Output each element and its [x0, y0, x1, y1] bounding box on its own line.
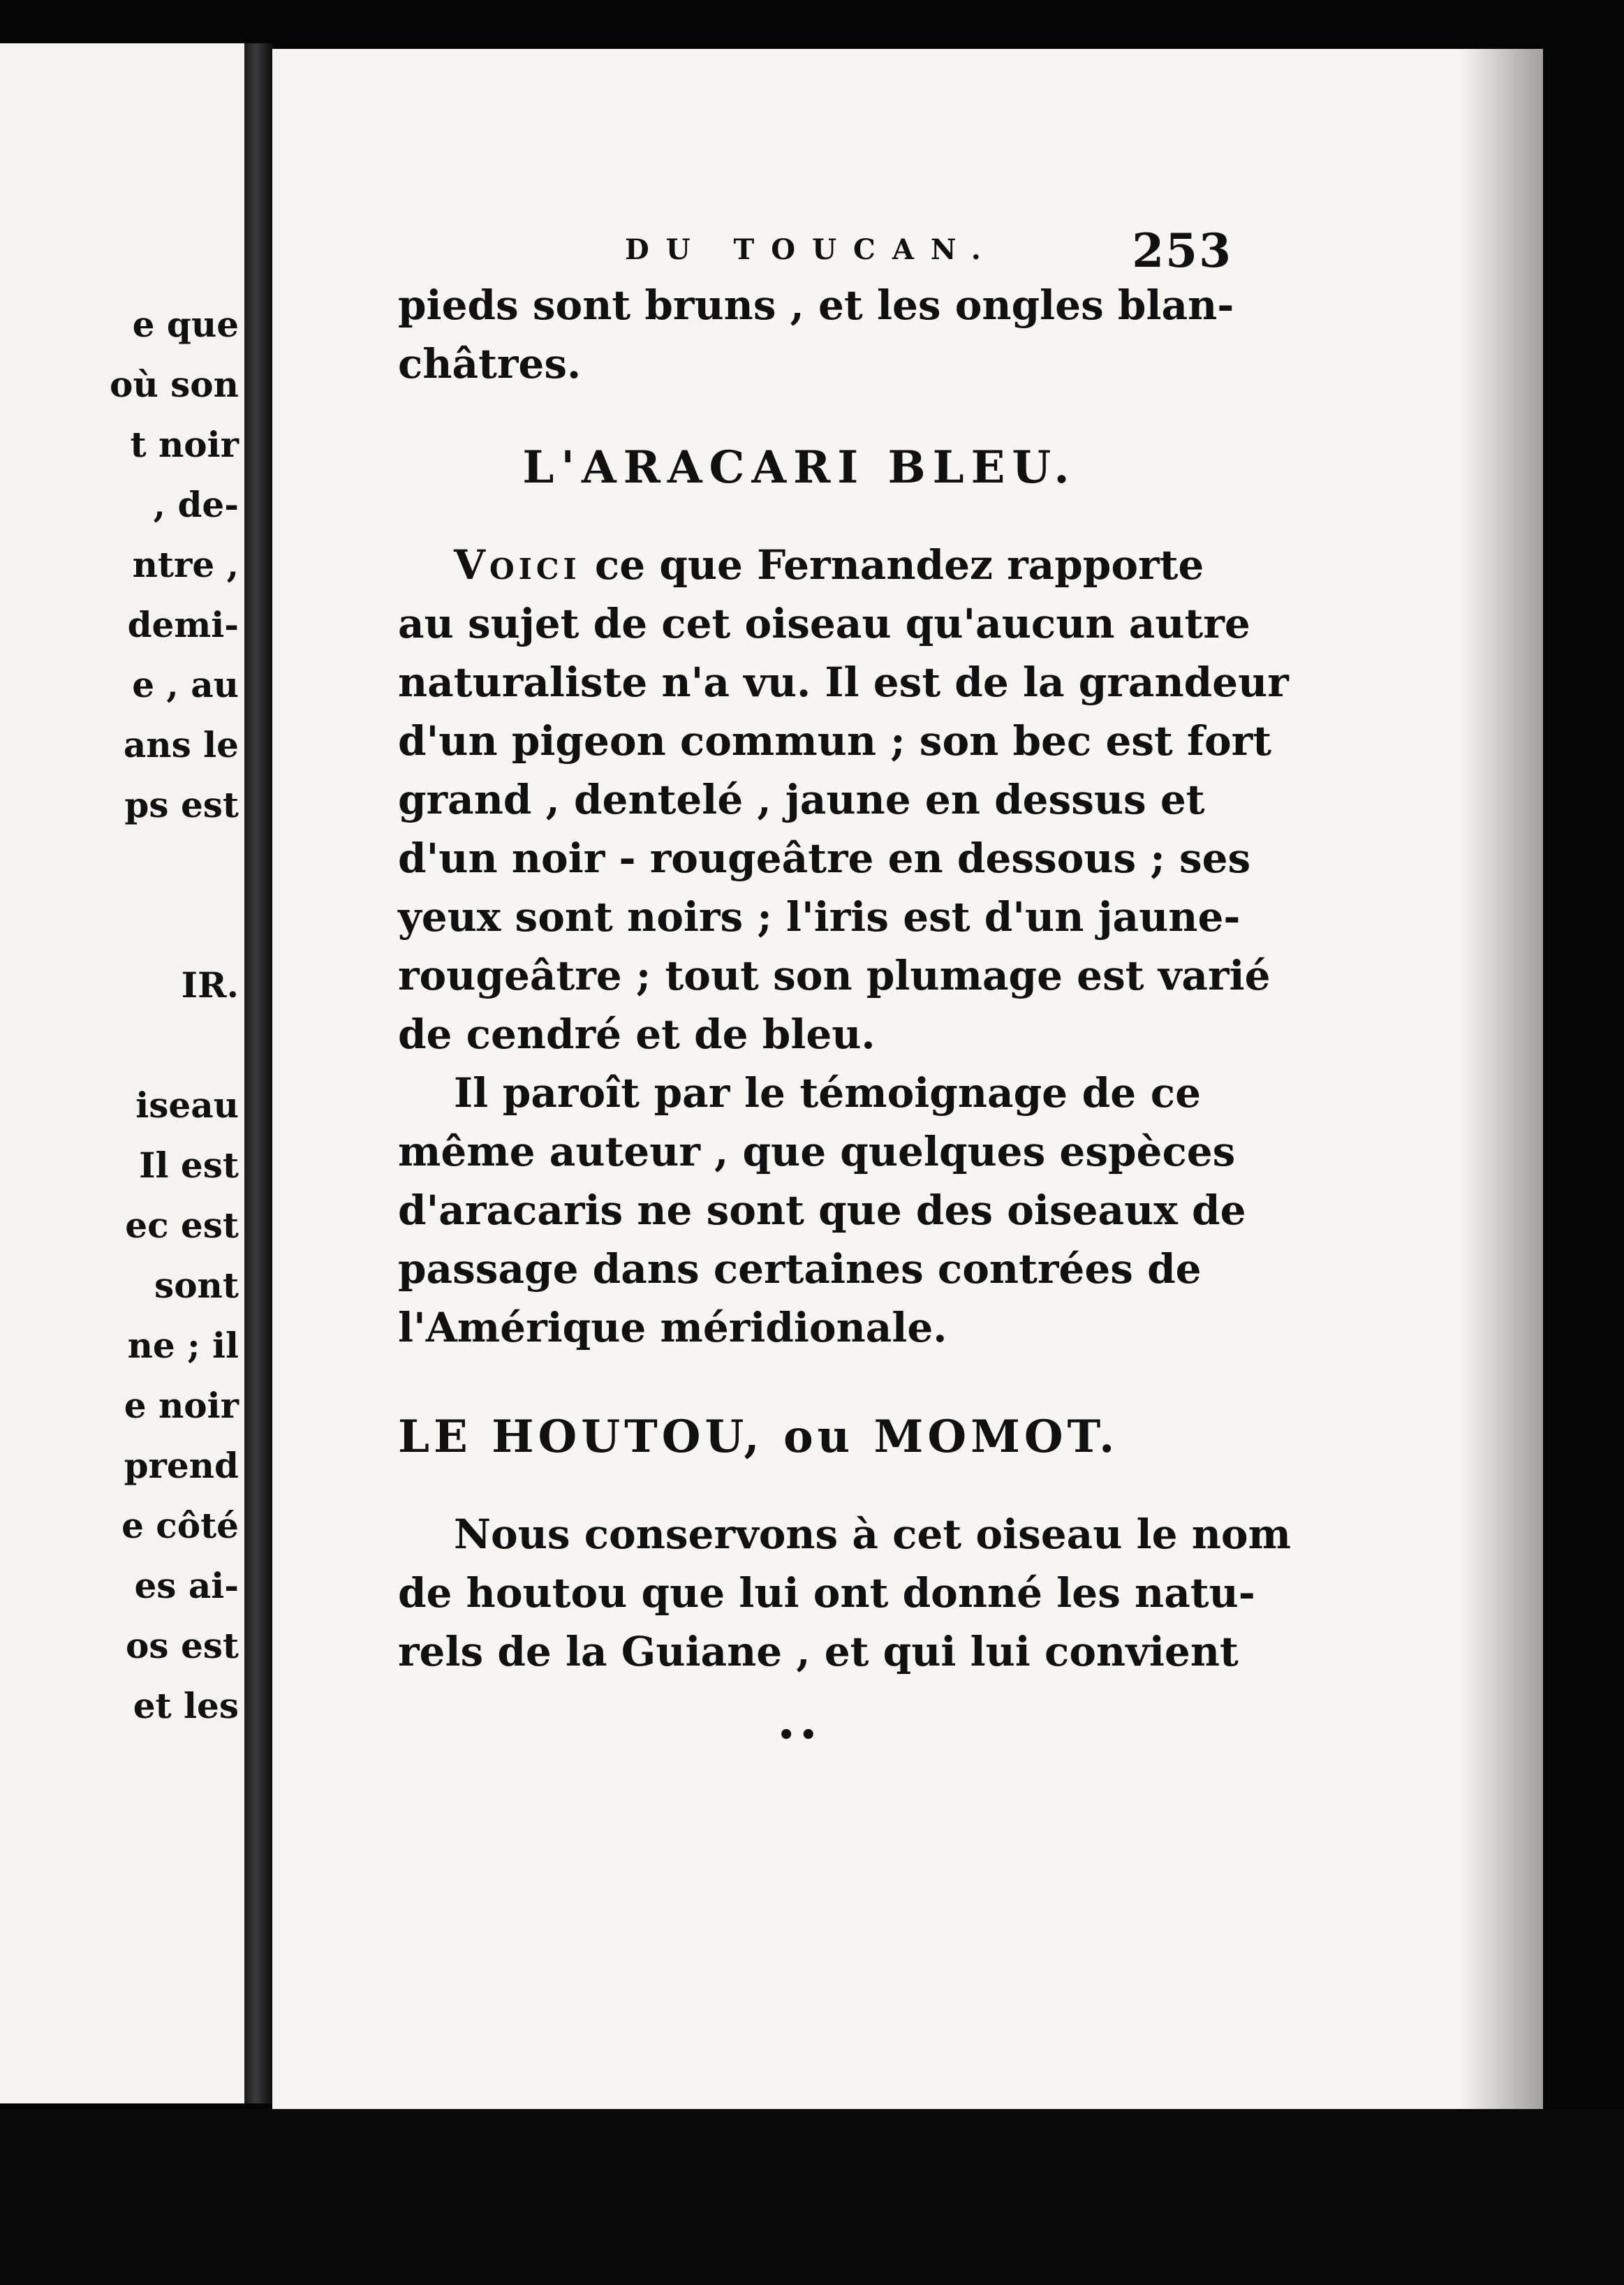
- left-line: Il est: [139, 1145, 239, 1186]
- left-line: et les: [133, 1685, 239, 1726]
- left-line: où son: [110, 364, 239, 405]
- scan-bottom-border: [0, 2109, 1624, 2285]
- left-line: e , au: [132, 664, 239, 705]
- left-line: ec est: [125, 1205, 239, 1246]
- left-line: es ai-: [134, 1565, 239, 1606]
- text-line: de cendré et de bleu.: [398, 1011, 876, 1058]
- left-line: iseau: [135, 1085, 239, 1126]
- text-line: Il paroît par le témoignage de ce: [454, 1069, 1201, 1117]
- drop-word: Voici: [454, 541, 581, 589]
- left-line: sont: [154, 1265, 239, 1306]
- text-line: de houtou que lui ont donné les natu-: [398, 1569, 1255, 1617]
- left-line: , de-: [153, 484, 239, 525]
- text-line: au sujet de cet oiseau qu'aucun autre: [398, 600, 1250, 647]
- text-line-rest: ce que Fernandez rapporte: [580, 541, 1204, 589]
- text-line: grand , dentelé , jaune en dessus et: [398, 776, 1205, 823]
- continuation-paragraph: [398, 276, 1234, 393]
- text-line: yeux sont noirs ; l'iris est d'un jaune-: [398, 893, 1241, 941]
- left-line: ne ; il: [127, 1325, 239, 1366]
- text-line: naturaliste n'a vu. Il est de la grandeur: [398, 659, 1289, 706]
- text-line: rels de la Guiane , et qui lui convient: [398, 1628, 1239, 1675]
- text-line: Nous conservons à cet oiseau le nom: [454, 1511, 1291, 1558]
- left-line: e côté: [121, 1505, 239, 1546]
- text-line: rougeâtre ; tout son plumage est varié: [398, 952, 1271, 999]
- section-title-aracari-bleu: L'ARACARI BLEU.: [522, 441, 1077, 494]
- left-section-title-fragment: IR.: [181, 964, 239, 1006]
- text-line: d'un noir - rougeâtre en dessous ; ses: [398, 835, 1251, 882]
- text-line: d'un pigeon commun ; son bec est fort: [398, 717, 1271, 765]
- left-line: prend: [124, 1445, 239, 1486]
- text-line: même auteur , que quelques espèces: [398, 1128, 1236, 1175]
- left-line-gap: [110, 1015, 239, 1075]
- running-title: DU TOUCAN.: [625, 233, 998, 266]
- paragraph-aracari: [398, 536, 1289, 1064]
- page-header: [353, 223, 1232, 279]
- left-page: [0, 43, 244, 2103]
- text-line: pieds sont bruns , et les ongles blan-: [398, 281, 1234, 329]
- text-line: [398, 536, 1204, 594]
- signature-mark: ••: [777, 1719, 822, 1751]
- page-number: 253: [1132, 223, 1232, 278]
- left-line: t noir: [130, 424, 239, 465]
- text-line: passage dans certaines contrées de: [398, 1245, 1202, 1293]
- left-line: e que: [132, 304, 239, 345]
- text-line: l'Amérique méridionale.: [398, 1304, 947, 1351]
- page-edge-shadow: [1459, 49, 1543, 2235]
- text-line: châtres.: [398, 340, 582, 388]
- left-line: ps est: [124, 784, 239, 825]
- text-line: d'aracaris ne sont que des oiseaux de: [398, 1186, 1246, 1234]
- left-line: ans le: [123, 724, 239, 765]
- page-body: [398, 276, 1291, 1765]
- left-line: os est: [126, 1625, 239, 1666]
- left-line-gap: [110, 835, 239, 955]
- paragraph-houtou: [398, 1505, 1291, 1681]
- section-title-houtou: LE HOUTOU, ou MOMOT.: [398, 1411, 1119, 1463]
- book-spine: [244, 43, 272, 2103]
- left-line: ntre ,: [132, 544, 239, 585]
- left-page-text: [110, 295, 239, 1736]
- paragraph-temoignage: [398, 1064, 1246, 1357]
- left-line: e noir: [124, 1385, 239, 1426]
- left-line: demi-: [127, 604, 239, 645]
